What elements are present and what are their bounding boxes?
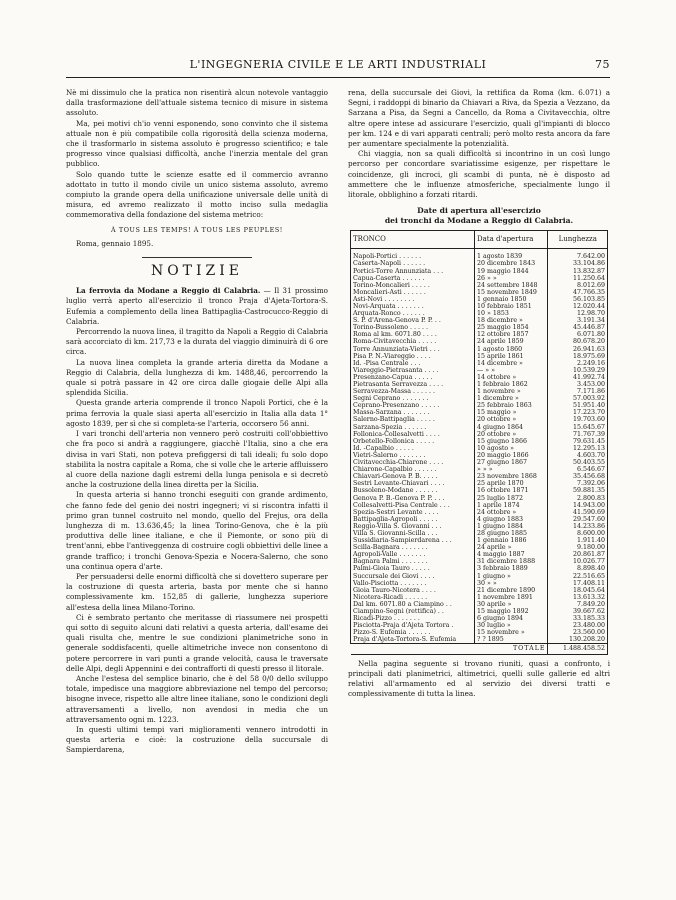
length-cell: 56.103.85	[548, 296, 608, 303]
news-paragraph: La nuova linea completa la grande arteria diretta da Modane a Reggio di Calabria, della lunghezza di km. 1488,46, percorrendo la quale si potrà passare in 42 ore circa dalle giogaie delle Alpi alla splendida Sicilia.	[66, 357, 328, 398]
length-cell: 3.453.00	[548, 381, 608, 388]
date-cell: 20 dicembre 1843	[475, 260, 548, 267]
tronco-cell: Succursale dei Giovi . . . .	[351, 573, 475, 580]
table-title-line: dei tronchi da Modane a Reggio di Calabria.	[384, 216, 574, 226]
table-body	[351, 249, 608, 644]
length-cell: 1.911.40	[548, 537, 608, 544]
tronco-cell: Novi-Arquata . . . . . . .	[351, 303, 475, 310]
table-row	[351, 260, 608, 267]
tronco-cell: Civitavecchia-Chiarone . . . .	[351, 459, 475, 466]
date-cell: 20 ottobre »	[475, 431, 548, 438]
length-cell: 7.171.86	[548, 388, 608, 395]
table-row	[351, 282, 608, 289]
tronco-cell: Battipaglia-Agropoli . . . . .	[351, 516, 475, 523]
date-cell: 16 ottobre 1871	[475, 487, 548, 494]
table-row	[351, 338, 608, 345]
length-cell: 10.539.29	[548, 367, 608, 374]
news-paragraph: Anche l'estesa del semplice binario, che è del 58 0/0 dello sviluppo totale, impedisce una maggiore abbreviazione nel tempo del percorso; bisogne invece, rispetto alle altre linee italiane, sono le condizioni degli attraversamenti a livello, non avendosi in media che un attraversamento ogni m. 1223.	[66, 673, 328, 724]
tronco-cell: Segni Ceprano . . . . . . .	[351, 395, 475, 402]
tronco-cell: Roma al km. 6071.80 . . . .	[351, 331, 475, 338]
table-row	[351, 601, 608, 608]
tronco-cell: Chiavari-Genova P. B. . . . .	[351, 473, 475, 480]
table-row	[351, 608, 608, 615]
intro-paragraph: Ma, pei motivi ch'io venni esponendo, sono convinto che il sistema attuale non è più compatibile colla rigorosità della scienza moderna, che il trasformarlo in sistema assoluto è progresso scientifico; e tale progresso vince qualsiasi difficoltà, anche l'inerzia mentale del gran pubblico.	[66, 118, 328, 169]
table-row	[351, 636, 608, 644]
table-row	[351, 424, 608, 431]
date-cell: 1 agosto 1839	[475, 249, 548, 261]
length-cell: 23.480.00	[548, 622, 608, 629]
length-cell: 12.295.13	[548, 445, 608, 452]
tronco-cell: Praja d'Ajeta-Tortora-S. Eufemia	[351, 636, 475, 644]
table-row	[351, 615, 608, 622]
date-cell: 14 ottobre »	[475, 374, 548, 381]
table-row	[351, 388, 608, 395]
tronco-cell: Reggio-Villa S. Giovanni . . .	[351, 523, 475, 530]
table-row	[351, 509, 608, 516]
length-cell: 47.766.35	[548, 289, 608, 296]
length-cell: 9.180.00	[548, 544, 608, 551]
length-cell: 3.191.34	[548, 317, 608, 324]
date-line: Roma, gennaio 1895.	[76, 238, 154, 248]
length-cell: 8.600.00	[548, 530, 608, 537]
paragraph: Chi viaggia, non sa quali difficoltà si incontrino in un così lungo percorso per concordare svariatissime esigenze, per rispettare le coincidenze, gli incroci, gli scambi di punta, nè è disposto ad ammettere che le influenze atmosferiche, specialmente lungo il litorale, obblighino a forzati ritardi.	[348, 149, 610, 200]
length-cell: 19.703.60	[548, 416, 608, 423]
table-row	[351, 473, 608, 480]
news-paragraph: Percorrendo la nuova linea, il tragitto da Napoli a Reggio di Calabria sarà accorciato di km. 217,73 e la durata del viaggio diminuirà di 6 ore circa.	[66, 327, 328, 357]
table-row	[351, 346, 608, 353]
tronco-cell: Dal km. 6071.80 a Ciampino . .	[351, 601, 475, 608]
length-cell: 7.642.00	[548, 249, 608, 261]
tronco-cell: Agropoli-Valle . . . . . . .	[351, 551, 475, 558]
tronco-cell: Arquata-Ronco . . . . . .	[351, 310, 475, 317]
date-cell: 30 luglio »	[475, 622, 548, 629]
table-title	[348, 206, 610, 226]
total-value: 1.488.458.52	[548, 644, 608, 654]
length-cell: 13.832.87	[548, 268, 608, 275]
table-row	[351, 416, 608, 423]
opening-dates-table	[350, 230, 608, 654]
tronco-cell: Pisa P. N.-Viareggio . . . .	[351, 353, 475, 360]
table-row	[351, 502, 608, 509]
length-cell: 59.881.35	[548, 487, 608, 494]
table-row	[351, 580, 608, 587]
length-cell: 26.941.63	[548, 346, 608, 353]
date-cell: 6 giugno 1894	[475, 615, 548, 622]
date-cell: 24 settembre 1848	[475, 282, 548, 289]
table-row	[351, 544, 608, 551]
length-cell: 29.547.60	[548, 516, 608, 523]
tronco-cell: Viareggio-Pietrasanta . . . .	[351, 367, 475, 374]
length-cell: 130.208.20	[548, 636, 608, 644]
intro-paragraph: Solo quando tutte le scienze esatte ed il commercio avranno adottato in tutto il mondo civile un unico sistema assoluto, avremo compiuto la grande opera della unificazione universale delle unità di misura, ed avremo realizzato il motto inciso sulla medaglia commemorativa della fondazione del sistema metrico:	[66, 169, 328, 220]
tronco-cell: Sestri Levante-Chiavari . . . .	[351, 480, 475, 487]
length-cell: 6.546.67	[548, 466, 608, 473]
date-cell: 1 giugno »	[475, 573, 548, 580]
page-number: 75	[595, 58, 610, 71]
table-row	[351, 310, 608, 317]
length-cell: 80.678.20	[548, 338, 608, 345]
length-cell: 22.516.65	[548, 573, 608, 580]
tronco-cell: Palmi-Gioia Tauro . . . . .	[351, 565, 475, 572]
length-cell: 8.898.40	[548, 565, 608, 572]
tronco-cell: Serravezza-Massa . . . . . .	[351, 388, 475, 395]
table-row	[351, 324, 608, 331]
table-row	[351, 445, 608, 452]
table-row	[351, 537, 608, 544]
tronco-cell: Vallo-Pisciotta . . . . . . .	[351, 580, 475, 587]
length-cell: 7.849.20	[548, 601, 608, 608]
length-cell: 12.98.70	[548, 310, 608, 317]
tronco-cell: Roma-Civitavecchia . . . . .	[351, 338, 475, 345]
date-cell: 15 giugno 1866	[475, 438, 548, 445]
left-column	[66, 88, 328, 756]
date-cell: 12 ottobre 1857	[475, 331, 548, 338]
length-cell: 33.185.33	[548, 615, 608, 622]
intro-paragraph: Nè mi dissimulo che la pratica non risentirà alcun notevole vantaggio dalla trasformazione dell'attuale sistema tecnico di misure in sistema assoluto.	[66, 88, 328, 118]
table-row	[351, 409, 608, 416]
tronco-cell: Villa S. Giovanni-Scilla . . .	[351, 530, 475, 537]
tronco-cell: Ricadi-Pizzo . . . . . . .	[351, 615, 475, 622]
date-cell: 26 » »	[475, 275, 548, 282]
table-row	[351, 268, 608, 275]
tronco-cell: Genova P. B.-Genova P. P. . . .	[351, 495, 475, 502]
table-row	[351, 594, 608, 601]
length-cell: 39.667.62	[548, 608, 608, 615]
tronco-cell: Torre Annunziata-Vietri . . .	[351, 346, 475, 353]
tronco-cell: Massa-Sarzana . . . . . . .	[351, 409, 475, 416]
date-cell: 1 aprile 1874	[475, 502, 548, 509]
length-cell: 14.943.00	[548, 502, 608, 509]
news-paragraph: I vari tronchi dell'arteria non vennero però costruiti coll'obbiettivo che fra poco si andrà a raggiungere, giacchè l'Italia, sino a che era divisa in vari Stati, non poteva prefiggersi di tali ideali; fu solo dopo stabilita la nostra capitale a Roma, che si volle che le arterie affluissero al cuore della nazione dagli estremi della lunga penisola e si decretò anche la costruzione della linea diretta per la Sicilia.	[66, 429, 328, 490]
length-cell: 41.590.69	[548, 509, 608, 516]
date-cell: 15 maggio 1892	[475, 608, 548, 615]
tronco-cell: Bussoleno-Modane . . . . . .	[351, 487, 475, 494]
date-cell: 1 agosto 1860	[475, 346, 548, 353]
table-row	[351, 551, 608, 558]
table-row	[351, 395, 608, 402]
length-cell: 45.446.87	[548, 324, 608, 331]
length-cell: 18.975.69	[548, 353, 608, 360]
length-cell: 7.392.06	[548, 480, 608, 487]
date-cell: 1 novembre »	[475, 388, 548, 395]
tronco-cell: Follonica-Collesalvetti . . . .	[351, 431, 475, 438]
table-row	[351, 431, 608, 438]
length-cell: 8.012.69	[548, 282, 608, 289]
length-cell: 4.603.70	[548, 452, 608, 459]
tronco-cell: Bagnara Palmi . . . . . . .	[351, 558, 475, 565]
table-total-row	[351, 644, 608, 654]
news-paragraph: In questa arteria si hanno tronchi eseguiti con grande ardimento, che fanno fede del genio dei nostri ingegneri; vi si riscontra infatti il primo gran tunnel costruito nel mondo, quello del Frejus, ora della lunghezza di m. 13.636,45; la linea Torino-Genova, che è la più produttiva delle linee italiane, e che il Piemonte, or sono più di trent'anni, ebbe l'antiveggenza di costruire cogli obbiettivi delle linee a grande traffico; i tronchi Genova-Spezia e Nocera-Salerno, che sono una continua opera d'arte.	[66, 490, 328, 571]
tronco-cell: Chiarone-Capalbio . . . . . .	[351, 466, 475, 473]
date-cell: 30 aprile »	[475, 601, 548, 608]
length-cell: 33.104.86	[548, 260, 608, 267]
table-row	[351, 487, 608, 494]
news-paragraph: In questi ultimi tempi vari miglioramenti vennero introdotti in questa arteria e cioè: la costruzione della succursale di Sampierdarena,	[66, 724, 328, 755]
date-cell: 15 novembre 1849	[475, 289, 548, 296]
table-row	[351, 587, 608, 594]
length-cell: 41.992.74	[548, 374, 608, 381]
length-cell: 51.951.40	[548, 402, 608, 409]
news-lead-text: — Il 31 prossimo luglio verrà aperto all'esercizio il tronco Praja d'Ajeta-Tortora-S. Eufemia a complemento della linea Battipaglia-Castrocucco-Reggio di Calabria.	[66, 286, 329, 326]
date-cell: 1 febbraio 1862	[475, 381, 548, 388]
column-header-length: Lunghezza	[548, 231, 608, 249]
date-cell: 10 » 1853	[475, 310, 548, 317]
table-row	[351, 374, 608, 381]
date-cell: 25 luglio 1872	[475, 495, 548, 502]
table-row	[351, 249, 608, 261]
length-cell: 13.613.32	[548, 594, 608, 601]
date-cell: — » »	[475, 367, 548, 374]
date-cell: 20 ottobre »	[475, 416, 548, 423]
table-row	[351, 275, 608, 282]
length-cell: 50.403.55	[548, 459, 608, 466]
length-cell: 2.249.16	[548, 360, 608, 367]
length-cell: 2.800.83	[548, 495, 608, 502]
tronco-cell: S. P. d'Arena-Genova P. P. . .	[351, 317, 475, 324]
tronco-cell: Asti-Novi . . . . . . . .	[351, 296, 475, 303]
total-label: TOTALE	[475, 644, 548, 654]
table-row	[351, 466, 608, 473]
tronco-cell: Torino-Moncalieri . . . . .	[351, 282, 475, 289]
table-row	[351, 495, 608, 502]
tronco-cell: Orbetello-Follonica . . . . .	[351, 438, 475, 445]
table-row	[351, 296, 608, 303]
tronco-cell: Ciampino-Segni (rettifica) . .	[351, 608, 475, 615]
date-cell: 15 novembre »	[475, 629, 548, 636]
date-cell: 1 gennaio 1886	[475, 537, 548, 544]
date-cell: 23 novembre 1868	[475, 473, 548, 480]
length-cell: 79.631.45	[548, 438, 608, 445]
length-cell: 11.250.64	[548, 275, 608, 282]
date-cell: » » »	[475, 466, 548, 473]
table-row	[351, 565, 608, 572]
date-cell: 15 aprile 1861	[475, 353, 548, 360]
tronco-cell: Gioia Tauro-Nicotera . . . .	[351, 587, 475, 594]
length-cell: 14.233.86	[548, 523, 608, 530]
tronco-cell: Presenzano-Capua . . . . .	[351, 374, 475, 381]
tronco-cell: Moncalieri-Asti . . . . . .	[351, 289, 475, 296]
length-cell: 15.645.67	[548, 424, 608, 431]
date-cell: 24 aprile 1859	[475, 338, 548, 345]
right-column	[348, 88, 610, 699]
journal-title: L'INGEGNERIA CIVILE E LE ARTI INDUSTRIALI	[189, 58, 487, 71]
date-cell: 20 maggio 1866	[475, 452, 548, 459]
date-cell: ? ? 1895	[475, 636, 548, 644]
news-paragraph: Ci è sembrato pertanto che meritasse di riassumere nei prospetti qui sotto di seguito alcuni dati relativi a questa arteria, dall'esame dei quali risulta che, mentre le sue condizioni planimetriche sono in generale soddisfacenti, quelle altimetriche invece non consentono di potere percorrere in vari punti a grande velocità, causa le traversate delle Alpi, degli Appennini e dei contrafforti di questi presso il litorale.	[66, 612, 328, 673]
date-cell: 4 giugno 1883	[475, 516, 548, 523]
date-cell: 1 dicembre »	[475, 395, 548, 402]
header-rule	[66, 77, 610, 78]
date-cell: 25 aprile 1870	[475, 480, 548, 487]
date-cell: 1 novembre 1891	[475, 594, 548, 601]
news-paragraph: Questa grande arteria comprende il tronco Napoli Portici, che è la prima ferrovia la quale siasi aperta all'esercizio in Italia alla data 1° agosto 1839, per sì che si completa-se l'arteria, occorsero 56 anni.	[66, 398, 328, 428]
date-cell: 27 giugno 1867	[475, 459, 548, 466]
tronco-cell: Id. -Pisa Centrale . . .	[351, 360, 475, 367]
date-cell: 3 febbraio 1889	[475, 565, 548, 572]
date-cell: 18 dicembre »	[475, 317, 548, 324]
length-cell: 18.045.64	[548, 587, 608, 594]
continued-paragraph: rena, della succursale dei Giovi, la rettifica da Roma (km. 6.071) a Segni, i raddoppi di binario da Chiavari a Riva, da Spezia a Vezzano, da Sarzana a Pisa, da Segni a Cancello, da Roma a Civitavecchia, oltre altre opere intese ad assicurare l'esercizio, quali gl'impianti di blocco per km. 124 e di vari apparati centrali; però molto resta ancora da fare per aumentare specialmente la potenzialità.	[348, 88, 610, 149]
date-cell: 1 giugno 1884	[475, 523, 548, 530]
tronco-cell: Spezia-Sestri Levante . . . .	[351, 509, 475, 516]
date-cell: 14 dicembre »	[475, 360, 548, 367]
date-cell: 21 dicembre 1890	[475, 587, 548, 594]
tronco-cell: Salerno-Battipaglia . . . . .	[351, 416, 475, 423]
news-title: La ferrovia da Modane a Reggio di Calabria.	[76, 286, 261, 296]
table-row	[351, 530, 608, 537]
length-cell: 20.861.87	[548, 551, 608, 558]
section-title: NOTIZIE	[150, 263, 244, 280]
table-row	[351, 367, 608, 374]
tronco-cell: Collesalvetti-Pisa Centrale . . .	[351, 502, 475, 509]
tronco-cell: Vietri-Salerno . . . . . . .	[351, 452, 475, 459]
tronco-cell: Id. -Capalbio . . . . .	[351, 445, 475, 452]
tronco-cell: Torino-Bussoleno . . . . .	[351, 324, 475, 331]
table-row	[351, 622, 608, 629]
tronco-cell: Portici-Torre Annunziata . . .	[351, 268, 475, 275]
date-cell: 10 agosto »	[475, 445, 548, 452]
date-cell: 25 febbraio 1863	[475, 402, 548, 409]
date-cell: 10 febbraio 1851	[475, 303, 548, 310]
section-separator	[142, 257, 252, 258]
date-cell: 25 maggio 1854	[475, 324, 548, 331]
length-cell: 10.026.77	[548, 558, 608, 565]
length-cell: 35.456.68	[548, 473, 608, 480]
table-row	[351, 402, 608, 409]
date-cell: 1 gennaio 1850	[475, 296, 548, 303]
tronco-cell: Scilla-Bagnara . . . . . . .	[351, 544, 475, 551]
news-paragraph: Per persuadersi delle enormi difficoltà che si dovettero superare per la costruzione di questa arteria, basta por mente che si hanno complessivamente km. 152,85 di gallerie, lunghezza superiore all'estesa della linea Milano-Torino.	[66, 571, 328, 612]
date-cell: 4 giugno 1864	[475, 424, 548, 431]
table-row	[351, 360, 608, 367]
table-row	[351, 381, 608, 388]
news-lead-paragraph	[66, 286, 328, 327]
table-row	[351, 452, 608, 459]
tronco-cell: Sarzana-Spezia . . . . . .	[351, 424, 475, 431]
tronco-cell: Sussidiaria-Sampierdarena . . .	[351, 537, 475, 544]
tronco-cell: Pietrasanta Serravezza . . . .	[351, 381, 475, 388]
date-cell: 30 » »	[475, 580, 548, 587]
tronco-cell: Capua-Caserta . . . . . .	[351, 275, 475, 282]
running-header	[66, 58, 610, 76]
motto: À TOUS LES TEMPS! À TOUS LES PEUPLES!	[111, 225, 283, 234]
date-cell: 28 giugno 1885	[475, 530, 548, 537]
tronco-cell: Pizzo-S. Eufemia . . . . . .	[351, 629, 475, 636]
length-cell: 23.560.00	[548, 629, 608, 636]
table-row	[351, 523, 608, 530]
table-row	[351, 438, 608, 445]
table-row	[351, 629, 608, 636]
column-header-date: Data d'apertura	[475, 231, 548, 249]
table-row	[351, 459, 608, 466]
table-row	[351, 353, 608, 360]
date-cell: 24 ottobre »	[475, 509, 548, 516]
table-row	[351, 573, 608, 580]
date-cell: 19 maggio 1844	[475, 268, 548, 275]
closing-paragraph: Nella pagina seguente si trovano riuniti, quasi a confronto, i principali dati planimetrici, altimetrici, quelli sulle gallerie ed altri relativi all'armamento ed al servizio dei diversi tratti e complessivamente di tutta la linea.	[348, 658, 610, 699]
table-row	[351, 516, 608, 523]
length-cell: 17.223.70	[548, 409, 608, 416]
tronco-cell: Ceprano-Presenzano . . . . .	[351, 402, 475, 409]
date-cell: 24 aprile »	[475, 544, 548, 551]
table-title-line: Date di apertura all'esercizio	[417, 206, 541, 216]
table-row	[351, 480, 608, 487]
length-cell: 57.003.92	[548, 395, 608, 402]
tronco-cell: Caserta-Napoli . . . . . .	[351, 260, 475, 267]
tronco-cell: Pisciotta-Praja d'Ajeta Tortora .	[351, 622, 475, 629]
table-header-row	[351, 231, 608, 249]
length-cell: 71.767.39	[548, 431, 608, 438]
date-cell: 4 maggio 1887	[475, 551, 548, 558]
table-row	[351, 331, 608, 338]
date-cell: 15 maggio »	[475, 409, 548, 416]
tronco-cell: Napoli-Portici . . . . . .	[351, 249, 475, 261]
table-row	[351, 303, 608, 310]
length-cell: 6.071.80	[548, 331, 608, 338]
table-row	[351, 317, 608, 324]
length-cell: 17.408.11	[548, 580, 608, 587]
table-row	[351, 558, 608, 565]
date-cell: 31 dicembre 1888	[475, 558, 548, 565]
table-row	[351, 289, 608, 296]
column-header-tronco: TRONCO	[351, 231, 475, 249]
tronco-cell: Nicotera-Ricadi . . . . . .	[351, 594, 475, 601]
length-cell: 12.020.44	[548, 303, 608, 310]
